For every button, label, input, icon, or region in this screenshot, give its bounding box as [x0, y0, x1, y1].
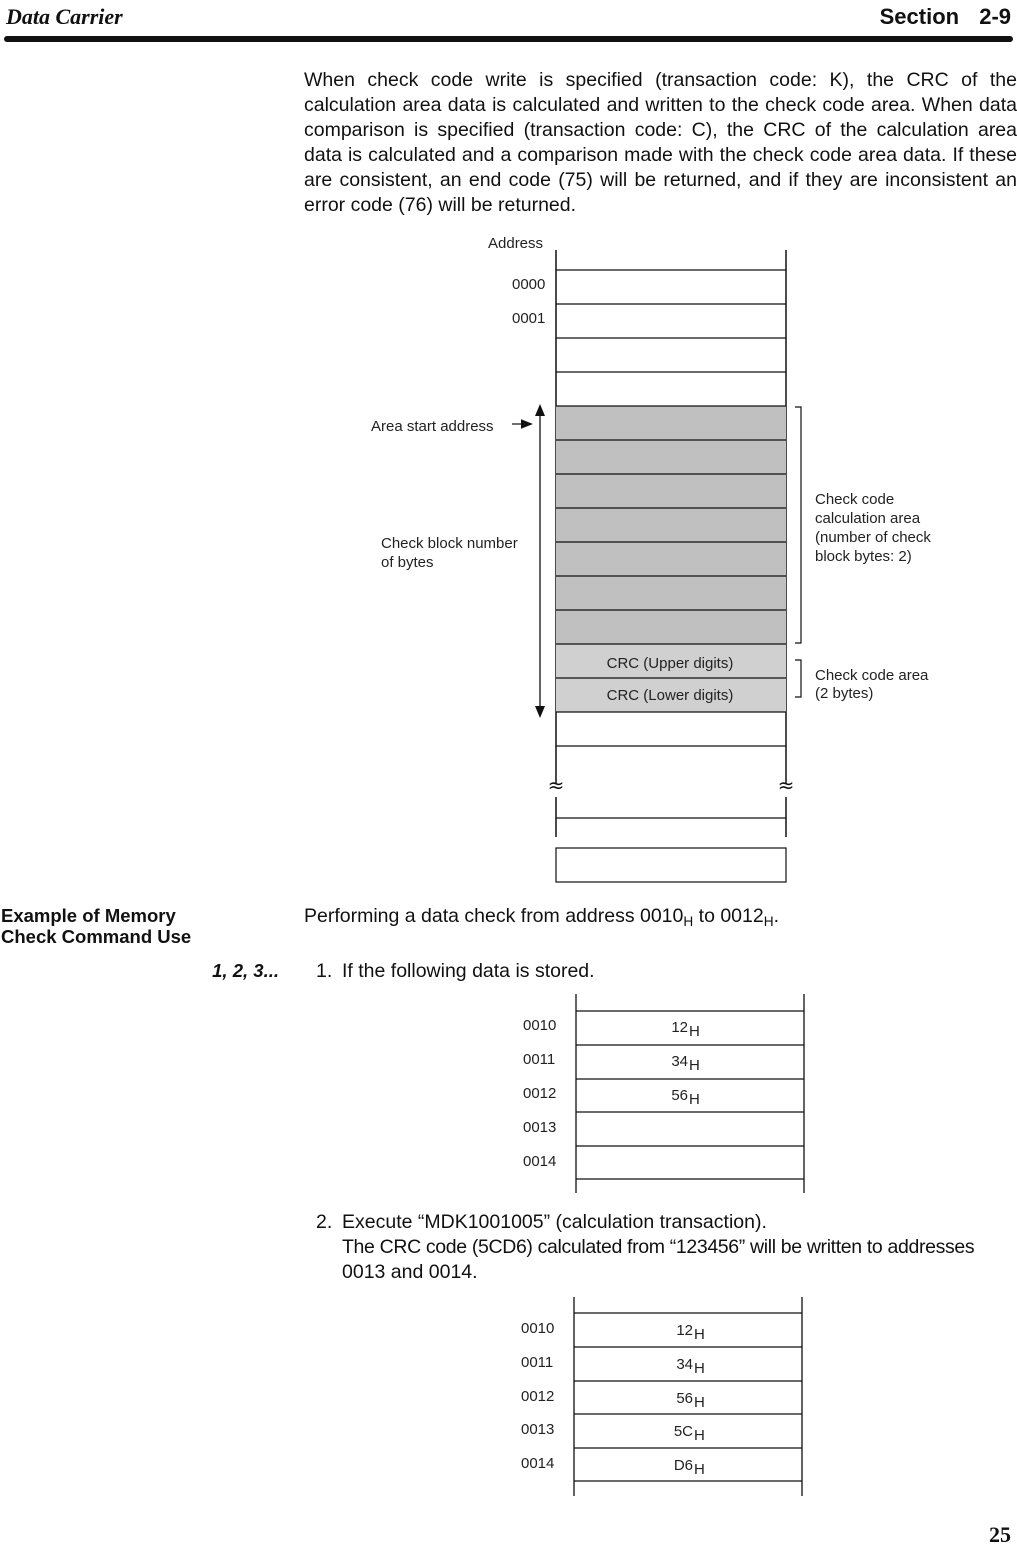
intro-paragraph: When check code write is specified (transaction code: K), the CRC of the calculation area data is calculated and written to the check code area. When data comparison is specified (transaction code: C), the CRC of the calculation area data is calculated and a comparison made with the check code area data. If these are consistent, an end code (75) will be returned, and if they are inconsistent an error code (76) will be returned.	[304, 69, 1017, 216]
t2-hex-suffix: H	[694, 1394, 705, 1411]
t1-hex-suffix: H	[689, 1023, 700, 1040]
t2-value: D6	[673, 1457, 693, 1474]
calc-area-fill	[556, 406, 786, 644]
step-2-line3: 0013 and 0014.	[342, 1261, 478, 1283]
block-bytes-arrow-bottom	[535, 706, 545, 718]
block-bytes-label-line2: of bytes	[381, 554, 434, 571]
hex-subscript: H	[763, 914, 774, 929]
t2-address: 0012	[521, 1388, 555, 1405]
example-intro-pre: Performing a data check from address 0010	[304, 905, 684, 927]
step-2-number: 2.	[316, 1211, 333, 1233]
block-bytes-arrow-top	[535, 404, 545, 416]
t2-hex-suffix: H	[694, 1360, 705, 1377]
t1-value: 34	[671, 1053, 688, 1070]
t2-hex-suffix: H	[694, 1326, 705, 1343]
calc-area-line4: block bytes: 2)	[815, 548, 912, 565]
t2-value: 34	[676, 1356, 693, 1373]
t2-value: 56	[676, 1390, 693, 1407]
t1-address: 0010	[523, 1017, 557, 1034]
t1-address: 0013	[523, 1119, 557, 1136]
t1-value: 56	[671, 1087, 688, 1104]
example-heading-line1: Example of Memory	[1, 905, 176, 926]
t2-value: 12	[676, 1322, 693, 1339]
address-0000: 0000	[512, 276, 546, 293]
area-start-label: Area start address	[371, 418, 494, 435]
example-intro-post: .	[773, 905, 779, 927]
t1-value: 12	[671, 1019, 688, 1036]
check-area-line2: (2 bytes)	[815, 685, 874, 702]
t2-address: 0013	[521, 1421, 555, 1438]
t1-address: 0014	[523, 1153, 557, 1170]
calc-area-line3: (number of check	[815, 529, 931, 546]
t1-address: 0012	[523, 1085, 557, 1102]
t2-value: 5C	[673, 1423, 693, 1440]
step-1-text: If the following data is stored.	[342, 960, 595, 982]
calc-area-bracket	[795, 407, 801, 643]
step-2-line2: The CRC code (5CD6) calculated from “123456” will be written to addresses	[342, 1236, 975, 1258]
t1-hex-suffix: H	[689, 1057, 700, 1074]
running-header-title: Data Carrier	[6, 4, 123, 29]
section-label: Section	[879, 4, 960, 29]
crc-upper-label: CRC (Upper digits)	[606, 655, 734, 672]
t2-address: 0010	[521, 1320, 555, 1337]
block-bytes-label-line1: Check block number	[381, 535, 518, 552]
section-number: 2-9	[979, 4, 1011, 29]
t2-hex-suffix: H	[694, 1427, 705, 1444]
check-area-bracket	[795, 660, 801, 697]
example-heading	[1, 905, 261, 947]
address-label: Address	[488, 235, 544, 252]
crc-lower-label: CRC (Lower digits)	[606, 687, 734, 704]
address-0001: 0001	[512, 310, 546, 327]
example-heading-line2: Check Command Use	[1, 926, 192, 947]
memory-table-2	[521, 1297, 802, 1496]
memory-table-1	[523, 994, 804, 1193]
step-2	[316, 1210, 1017, 1285]
step-tag: 1, 2, 3...	[212, 960, 279, 981]
calc-area-line2: calculation area	[815, 510, 921, 527]
t2-hex-suffix: H	[694, 1461, 705, 1478]
hex-subscript: H	[683, 914, 694, 929]
calc-area-line1: Check code	[815, 491, 895, 508]
step-1	[316, 959, 595, 984]
check-area-line1: Check code area	[815, 667, 929, 684]
example-intro	[304, 904, 1017, 934]
example-intro-mid: to 0012	[693, 905, 764, 927]
t2-address: 0011	[521, 1354, 554, 1371]
page-number: 25	[989, 1522, 1011, 1547]
last-memory-cell	[556, 848, 786, 882]
break-symbol-left: ≈	[547, 773, 565, 797]
step-1-number: 1.	[316, 960, 333, 982]
step-2-line1: Execute “MDK1001005” (calculation transaction).	[342, 1211, 767, 1233]
t1-address: 0011	[523, 1051, 556, 1068]
t1-hex-suffix: H	[689, 1091, 700, 1108]
break-symbol-right: ≈	[777, 773, 795, 797]
t2-address: 0014	[521, 1455, 555, 1472]
